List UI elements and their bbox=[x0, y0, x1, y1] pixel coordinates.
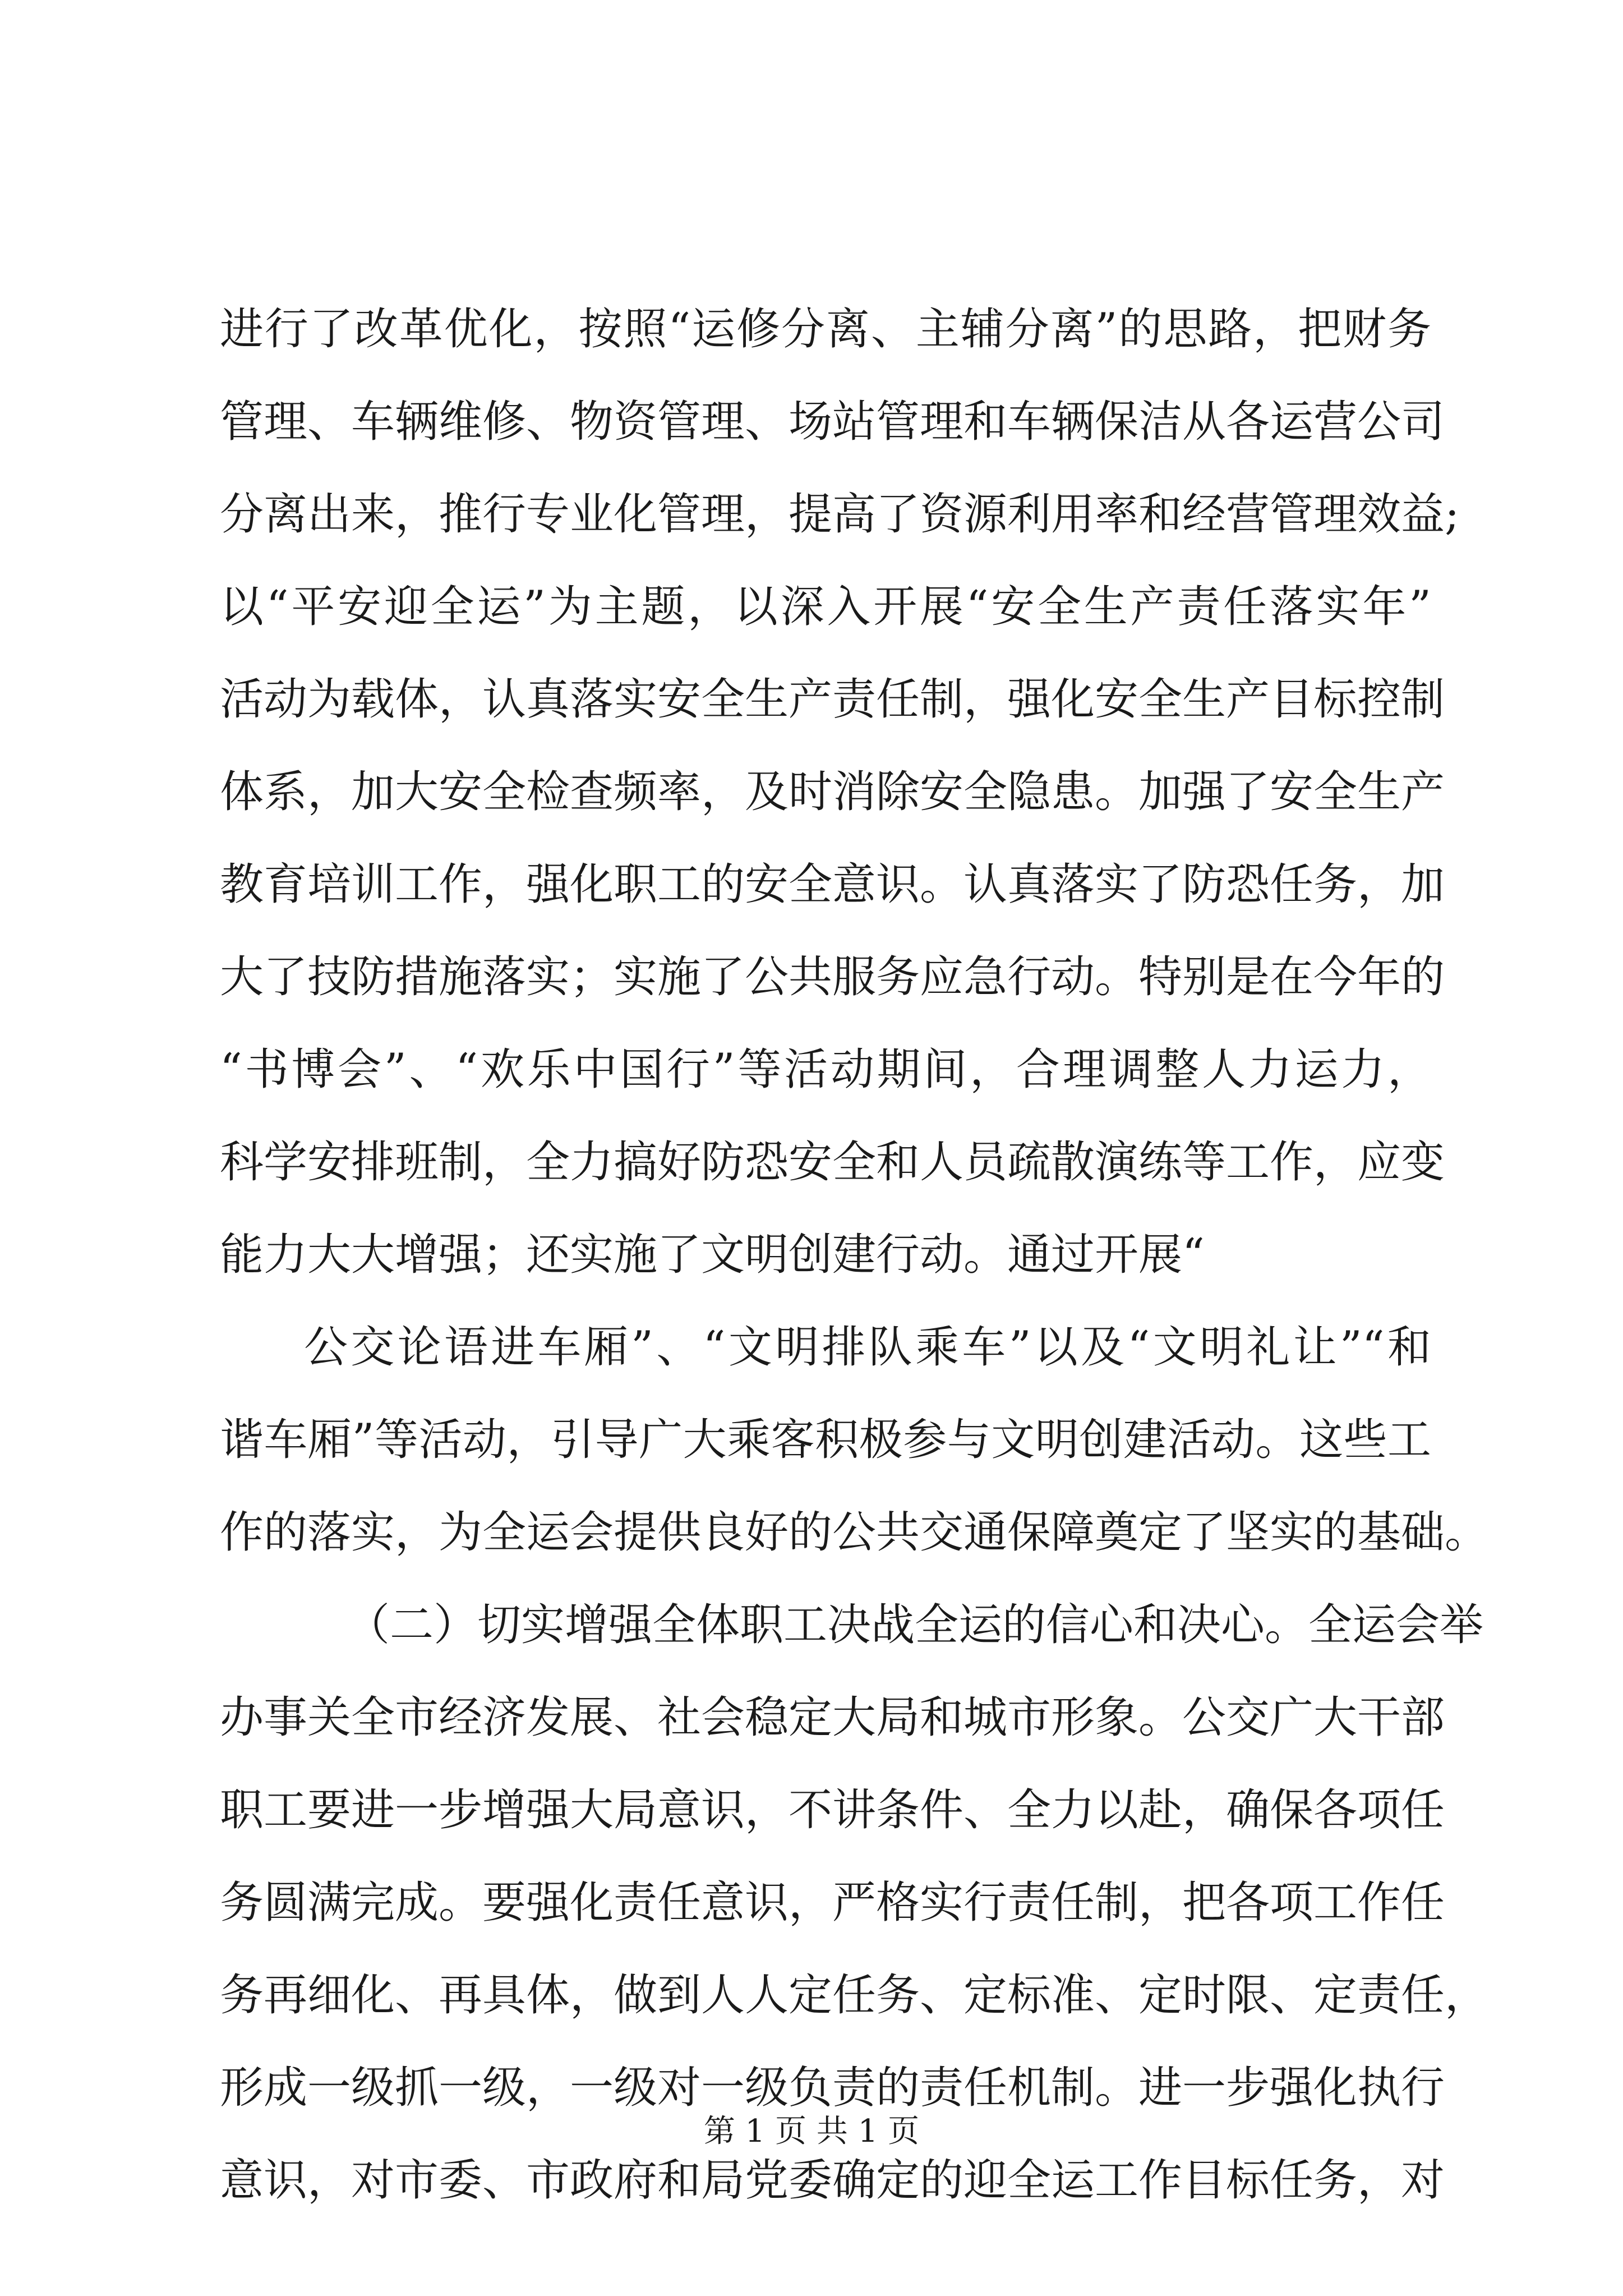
text-line: （二）切实增强全体职工决战全运的信心和决心。全运会举 bbox=[346, 1600, 1484, 1650]
text-line: 科学安排班制，全力搞好防恐安全和人员疏散演练等工作，应变 bbox=[220, 1137, 1445, 1188]
text-line: 能力大大增强；还实施了文明创建行动。通过开展“ bbox=[220, 1230, 1205, 1280]
text-line: 管理、车辆维修、物资管理、场站管理和车辆保洁从各运营公司 bbox=[220, 397, 1445, 447]
text-line: 谐车厢”等活动，引导广大乘客积极参与文明创建活动。这些工 bbox=[220, 1415, 1431, 1465]
text-line: 职工要进一步增强大局意识，不讲条件、全力以赴，确保各项任 bbox=[220, 1785, 1445, 1835]
page-footer bbox=[0, 2109, 1623, 2154]
text-line: 体系，加大安全检查频率，及时消除安全隐患。加强了安全生产 bbox=[220, 767, 1445, 817]
body-text bbox=[220, 283, 1489, 2227]
text-line: 公交论语进车厢”、“文明排队乘车”以及“文明礼让”“和 bbox=[304, 1322, 1431, 1373]
text-line: 分离出来，推行专业化管理，提高了资源利用率和经营管理效益; bbox=[220, 489, 1460, 540]
text-line: 大了技防措施落实；实施了公共服务应急行动。特别是在今年的 bbox=[220, 952, 1445, 1002]
text-line: 意识，对市委、市政府和局党委确定的迎全运工作目标任务，对 bbox=[220, 2155, 1445, 2206]
page-number: 第 1 页 共 1 页 bbox=[703, 2113, 920, 2150]
text-line: 作的落实，为全运会提供良好的公共交通保障奠定了坚实的基础。 bbox=[220, 1507, 1489, 1558]
text-line: 办事关全市经济发展、社会稳定大局和城市形象。公交广大干部 bbox=[220, 1692, 1445, 1743]
text-line: “书博会”、“欢乐中国行”等活动期间，合理调整人力运力， bbox=[220, 1045, 1431, 1095]
text-line: 形成一级抓一级，一级对一级负责的责任机制。进一步强化执行 bbox=[220, 2063, 1445, 2113]
text-line: 务再细化、再具体，做到人人定任务、定标准、定时限、定责任， bbox=[220, 1970, 1489, 2021]
text-line: 以“平安迎全运”为主题，以深入开展“安全生产责任落实年” bbox=[220, 582, 1431, 632]
text-line: 教育培训工作，强化职工的安全意识。认真落实了防恐任务，加 bbox=[220, 859, 1445, 910]
text-line: 务圆满完成。要强化责任意识，严格实行责任制，把各项工作任 bbox=[220, 1878, 1445, 1928]
text-line: 进行了改革优化，按照“运修分离、主辅分离”的思路，把财务 bbox=[220, 304, 1431, 355]
text-line: 活动为载体，认真落实安全生产责任制，强化安全生产目标控制 bbox=[220, 674, 1445, 725]
